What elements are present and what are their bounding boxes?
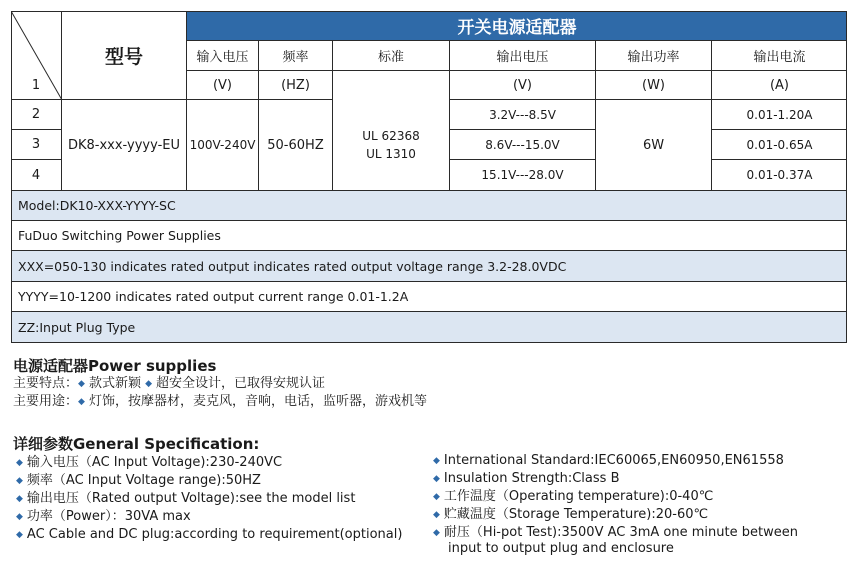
note-row: FuDuo Switching Power Supplies bbox=[11, 221, 847, 251]
spec-table bbox=[11, 11, 847, 343]
spec-item-right bbox=[433, 506, 708, 524]
spec-text: 贮藏温度（Storage Temperature):20-60℃ bbox=[443, 507, 709, 522]
uses-label: 主要用途： bbox=[13, 394, 79, 409]
row-number: 2 bbox=[11, 100, 62, 130]
output-current-value: 0.01-1.20A bbox=[712, 100, 847, 130]
diamond-bullet-icon: ◆ bbox=[433, 510, 440, 520]
col-output-voltage: 输出电压 bbox=[450, 41, 596, 71]
diamond-bullet-icon: ◆ bbox=[433, 528, 440, 538]
note-row: ZZ:Input Plug Type bbox=[11, 312, 847, 343]
feature-item: 超安全设计，已取得安规认证 bbox=[156, 376, 326, 391]
diamond-bullet-icon: ◆ bbox=[16, 494, 23, 504]
features-line bbox=[13, 375, 325, 393]
product-description bbox=[13, 355, 843, 567]
standard-value bbox=[333, 71, 450, 191]
spec-text: 输出电压（Rated output Voltage):see the model list bbox=[26, 491, 356, 506]
unit-output-voltage: (V) bbox=[450, 71, 596, 100]
uses-text: 灯饰，按摩器材，麦克风，音响，电话，监听器，游戏机等 bbox=[88, 394, 427, 409]
spec-title: 详细参数General Specification: bbox=[13, 435, 260, 453]
output-voltage-value: 15.1V---28.0V bbox=[450, 160, 596, 191]
spec-text: 频率（AC Input Voltage range):50HZ bbox=[26, 473, 261, 488]
row-number: 3 bbox=[11, 130, 62, 160]
col-standard: 标准 bbox=[333, 41, 450, 71]
spec-text: Insulation Strength:Class B bbox=[443, 471, 620, 486]
spec-item-left bbox=[16, 490, 355, 508]
diamond-bullet-icon: ◆ bbox=[433, 492, 440, 502]
spec-item-left bbox=[16, 454, 282, 472]
output-power-value: 6W bbox=[596, 100, 712, 191]
row-number: 4 bbox=[11, 160, 62, 191]
spec-item-right bbox=[433, 452, 784, 470]
diamond-bullet-icon: ◆ bbox=[78, 397, 85, 407]
output-current-value: 0.01-0.37A bbox=[712, 160, 847, 191]
feature-item: 款式新颖 bbox=[88, 376, 141, 391]
col-output-power: 输出功率 bbox=[596, 41, 712, 71]
power-supplies-title: 电源适配器Power supplies bbox=[13, 357, 217, 375]
uses-line bbox=[13, 393, 427, 411]
col-input-voltage: 输入电压 bbox=[187, 41, 259, 71]
spec-text: International Standard:IEC60065,EN60950,EN61558 bbox=[443, 453, 784, 468]
spec-item-left bbox=[16, 472, 261, 490]
diamond-bullet-icon: ◆ bbox=[16, 530, 23, 540]
diamond-bullet-icon: ◆ bbox=[78, 379, 85, 389]
spec-item-right bbox=[433, 470, 620, 488]
standard-line: UL 62368 bbox=[362, 128, 420, 143]
note-row: YYYY=10-1200 indicates rated output current range 0.01-1.2A bbox=[11, 282, 847, 312]
unit-output-current: (A) bbox=[712, 71, 847, 100]
frequency-value: 50-60HZ bbox=[259, 100, 333, 191]
unit-input-voltage: (V) bbox=[187, 71, 259, 100]
model-value: DK8-xxx-yyyy-EU bbox=[62, 100, 187, 191]
unit-frequency: (HZ) bbox=[259, 71, 333, 100]
col-output-current: 输出电流 bbox=[712, 41, 847, 71]
spec-text: 输入电压（AC Input Voltage):230-240VC bbox=[26, 455, 283, 470]
table-title: 开关电源适配器 bbox=[187, 11, 847, 41]
input-voltage-value: 100V-240V bbox=[187, 100, 259, 191]
diamond-bullet-icon: ◆ bbox=[433, 456, 440, 466]
diamond-bullet-icon: ◆ bbox=[16, 512, 23, 522]
diamond-bullet-icon: ◆ bbox=[16, 476, 23, 486]
standard-line: UL 1310 bbox=[366, 146, 416, 161]
diamond-bullet-icon: ◆ bbox=[145, 379, 153, 389]
spec-item-left bbox=[16, 526, 402, 544]
spec-item-left bbox=[16, 508, 191, 526]
unit-output-power: (W) bbox=[596, 71, 712, 100]
row-number: 1 bbox=[11, 71, 62, 100]
spec-text: AC Cable and DC plug:according to requirement(optional) bbox=[26, 527, 403, 542]
spec-item-right bbox=[433, 488, 713, 506]
model-header: 型号 bbox=[62, 11, 187, 100]
spec-text: 工作温度（Operating temperature):0-40℃ bbox=[443, 489, 714, 504]
note-row: Model:DK10-XXX-YYYY-SC bbox=[11, 191, 847, 221]
diamond-bullet-icon: ◆ bbox=[16, 458, 23, 468]
col-frequency: 频率 bbox=[259, 41, 333, 71]
note-row: XXX=050-130 indicates rated output indicates rated output voltage range 3.2-28.0VDC bbox=[11, 251, 847, 282]
spec-text: 耐压（Hi-pot Test):3500V AC 3mA one minute between bbox=[443, 525, 798, 540]
output-current-value: 0.01-0.65A bbox=[712, 130, 847, 160]
features-label: 主要特点： bbox=[13, 376, 79, 391]
diamond-bullet-icon: ◆ bbox=[433, 474, 440, 484]
output-voltage-value: 3.2V---8.5V bbox=[450, 100, 596, 130]
spec-item-right-continuation: input to output plug and enclosure bbox=[448, 541, 674, 556]
output-voltage-value: 8.6V---15.0V bbox=[450, 130, 596, 160]
spec-text: 功率（Power）：30VA max bbox=[26, 509, 191, 524]
